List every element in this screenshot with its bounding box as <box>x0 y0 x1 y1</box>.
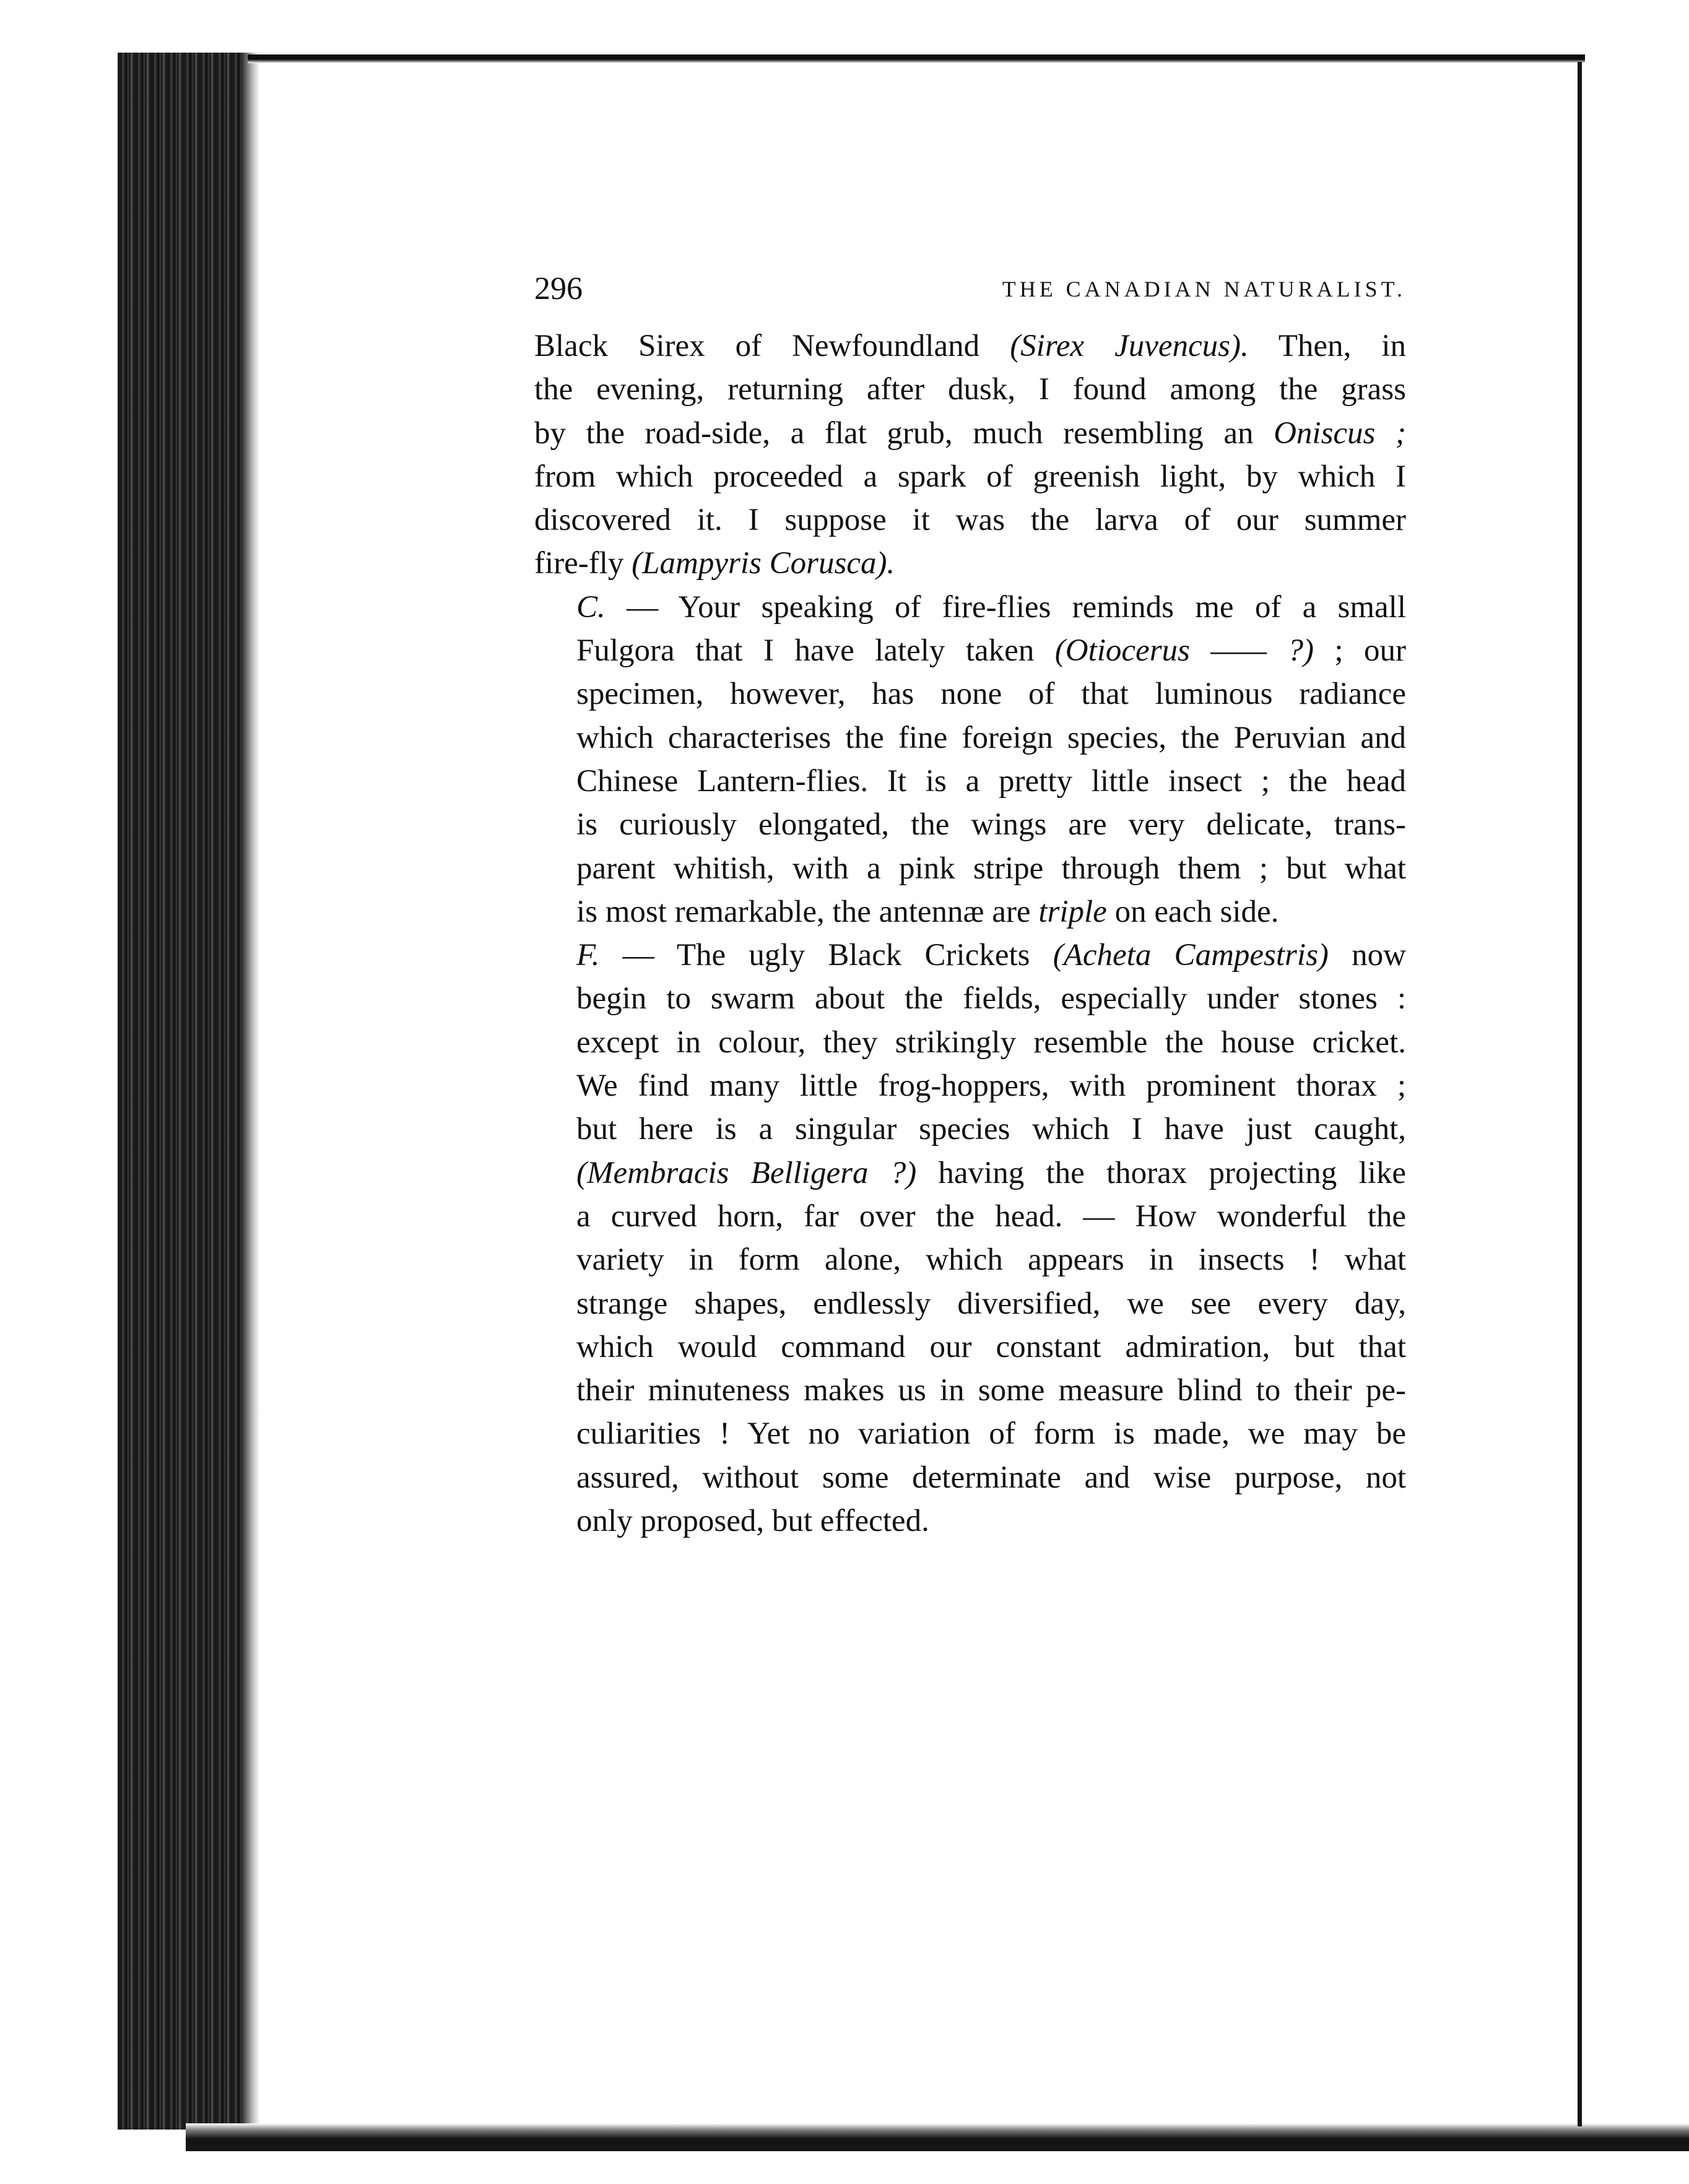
text-line <box>534 586 1406 629</box>
page-number: 296 <box>534 271 583 306</box>
paragraph <box>534 586 1406 934</box>
text-run: Black Sirex of Newfoundland <box>534 329 1010 363</box>
text-run: now <box>1328 938 1406 973</box>
italic-run: F. <box>576 938 600 973</box>
italic-run: (Membracis Belligera ?) <box>576 1155 917 1190</box>
text-run: — Your speaking of fire-flies reminds me of a small <box>605 589 1406 625</box>
text-run: fire-fly <box>534 546 632 581</box>
text-run: variety in form alone, which appears in insects ! what <box>576 1242 1406 1278</box>
text-line <box>534 368 1406 411</box>
text-line <box>534 412 1406 455</box>
text-line <box>534 498 1406 542</box>
text-line <box>534 1499 1406 1543</box>
text-line <box>534 934 1406 977</box>
scan-top-border <box>248 54 1585 63</box>
text-run: ; our <box>1313 633 1406 669</box>
text-line <box>534 1151 1406 1195</box>
text-run: a curved horn, far over the head. — How wonderful the <box>576 1198 1406 1234</box>
text-run: but here is a singular species which I have just caught, <box>576 1112 1406 1147</box>
text-run: the evening, returning after dusk, I found among the grass <box>534 372 1406 407</box>
text-run: is most remarkable, the antennæ are <box>576 894 1039 929</box>
text-run: discovered it. I suppose it was the larva of our summer <box>534 503 1406 538</box>
text-run: except in colour, they strikingly resemble the house cricket. <box>576 1025 1406 1060</box>
text-line <box>534 1021 1406 1064</box>
running-head <box>534 267 1406 311</box>
text-run: assured, without some determinate and wise purpose, not <box>576 1460 1406 1495</box>
text-line <box>534 672 1406 716</box>
text-run: Then, in <box>1248 329 1406 363</box>
text-line <box>534 1325 1406 1369</box>
text-run: Chinese Lantern-flies. It is a pretty little insect ; the head <box>576 763 1406 799</box>
text-line <box>534 977 1406 1020</box>
text-line <box>534 716 1406 760</box>
text-line <box>534 1238 1406 1281</box>
text-run: We find many little frog-hoppers, with prominent thorax ; <box>576 1068 1406 1104</box>
text-line <box>534 542 1406 585</box>
text-line <box>534 1282 1406 1325</box>
text-run: strange shapes, endlessly diversified, we see every day, <box>576 1286 1406 1321</box>
book-page <box>534 267 1406 1543</box>
text-line <box>534 890 1406 934</box>
text-line <box>534 455 1406 498</box>
text-line <box>534 1456 1406 1499</box>
italic-run: (Acheta Campestris) <box>1053 938 1329 973</box>
text-run: only proposed, but effected. <box>576 1504 929 1539</box>
text-run: begin to swarm about the fields, especially under stones : <box>576 981 1406 1016</box>
text-line <box>534 1064 1406 1107</box>
text-run: by the road-side, a flat grub, much resembling an <box>534 415 1274 451</box>
text-run: specimen, however, has none of that luminous radiance <box>576 677 1406 712</box>
paragraph <box>534 934 1406 1543</box>
text-line <box>534 1195 1406 1238</box>
text-line <box>534 324 1406 368</box>
text-run: — The ugly Black Crickets <box>599 938 1053 973</box>
text-line <box>534 1412 1406 1455</box>
text-line <box>534 629 1406 672</box>
italic-run: (Lampyris Corusca). <box>632 546 895 581</box>
text-run: which would command our constant admiration, but that <box>576 1329 1406 1364</box>
italic-run: (Sirex Juvencus). <box>1010 329 1249 363</box>
text-run: having the thorax projecting like <box>916 1155 1406 1190</box>
text-run: on each side. <box>1106 894 1279 929</box>
italic-run: (Otiocerus —— ?) <box>1054 633 1314 669</box>
italic-run: C. <box>576 589 606 625</box>
text-run: their minuteness makes us in some measure blind to their pe- <box>576 1373 1406 1408</box>
text-run: from which proceeded a spark of greenish light, by which I <box>534 459 1406 494</box>
text-run: which characterises the fine foreign species, the Peruvian and <box>576 720 1406 755</box>
text-line <box>534 847 1406 890</box>
italic-run: Oniscus ; <box>1274 415 1406 451</box>
text-line <box>534 1369 1406 1412</box>
scan-right-border <box>1578 62 1582 2126</box>
body-text <box>534 324 1406 1543</box>
text-run: parent whitish, with a pink stripe through them ; but what <box>576 851 1406 886</box>
text-run: culiarities ! Yet no variation of form is made, we may be <box>576 1416 1406 1452</box>
book-page-edges <box>118 53 260 2130</box>
italic-run: triple <box>1038 894 1107 929</box>
running-head-title: THE CANADIAN NATURALIST. <box>1002 277 1406 301</box>
text-line <box>534 760 1406 803</box>
paragraph <box>534 324 1406 586</box>
text-run: Fulgora that I have lately taken <box>576 633 1055 669</box>
text-line <box>534 1107 1406 1151</box>
text-line <box>534 803 1406 846</box>
text-run: is curiously elongated, the wings are very delicate, trans- <box>576 807 1406 843</box>
scan-bottom-border <box>186 2123 1689 2151</box>
